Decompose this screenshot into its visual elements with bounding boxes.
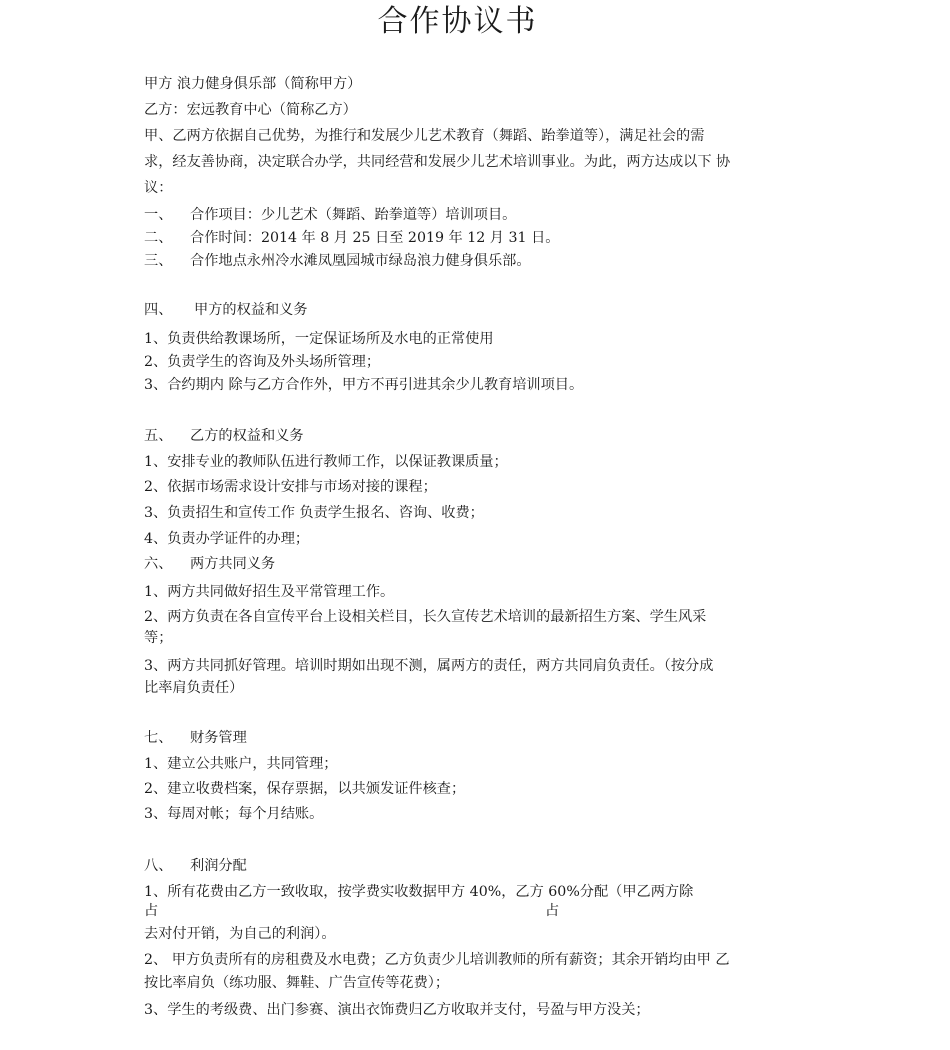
section-5-item: 2、依据市场需求设计安排与市场对接的课程； xyxy=(144,479,437,495)
section-7-item: 3、每周对帐；每个月结账。 xyxy=(144,806,324,822)
party-a-line: 甲方 浪力健身俱乐部（简称甲方） xyxy=(144,76,362,92)
section-8-heading xyxy=(144,856,247,876)
section-5-heading xyxy=(144,426,304,446)
section-6-item: 1、两方共同做好招生及平常管理工作。 xyxy=(144,584,395,600)
section-title: 两方共同义务 xyxy=(190,556,276,572)
term-item-project xyxy=(144,205,516,225)
section-4-heading xyxy=(144,300,308,320)
section-number: 四、 xyxy=(144,302,173,318)
section-6-item-continued: 比率肩负责任） xyxy=(144,680,244,696)
section-8-sub-mark: 占 xyxy=(545,903,560,919)
section-5-item: 3、负责招生和宣传工作 负责学生报名、咨询、收费； xyxy=(144,505,484,521)
section-6-item-continued: 等； xyxy=(144,630,173,646)
term-text: 合作时间：2014 年 8 月 25 日至 2019 年 12 月 31 日。 xyxy=(190,230,560,246)
section-number: 八、 xyxy=(144,858,173,874)
section-5-item: 1、安排专业的教师队伍进行教师工作，以保证教课质量； xyxy=(144,454,508,470)
section-number: 七、 xyxy=(144,730,173,746)
section-8-sub-mark: 占 xyxy=(144,903,159,919)
party-b-line: 乙方：宏远教育中心（简称乙方） xyxy=(144,102,357,118)
section-5-item: 4、负责办学证件的办理； xyxy=(144,531,310,547)
section-8-item: 2、 甲方负责所有的房租费及水电费；乙方负责少儿培训教师的所有薪资；其余开销均由甲 乙 xyxy=(144,952,730,968)
section-title: 财务管理 xyxy=(190,730,247,746)
section-4-item: 1、负责供给教课场所，一定保证场所及水电的正常使用 xyxy=(144,331,494,347)
intro-line-3: 议： xyxy=(144,180,173,196)
term-number: 一、 xyxy=(144,207,173,223)
intro-line-1: 甲、乙两方依据自己优势，为推行和发展少儿艺术教育（舞蹈、跆拳道等），满足社会的需 xyxy=(144,128,705,144)
section-6-item: 2、两方负责在各自宣传平台上设相关栏目，长久宣传艺术培训的最新招生方案、学生风采 xyxy=(144,609,707,625)
section-8-item: 3、学生的考级费、出门参赛、演出衣饰费归乙方收取并支付，号盈与甲方没关； xyxy=(144,1002,650,1018)
section-8-item-continued: 去对付开销，为自己的利润）。 xyxy=(144,926,336,942)
section-title: 甲方的权益和义务 xyxy=(194,302,308,318)
section-7-item: 2、建立收费档案，保存票据，以共颁发证件核查； xyxy=(144,781,466,797)
section-6-heading xyxy=(144,554,275,574)
section-6-item: 3、两方共同抓好管理。培训时期如出现不测，属两方的责任，两方共同肩负责任。（按分成 xyxy=(144,658,714,674)
term-text: 合作项目：少儿艺术（舞蹈、跆拳道等）培训项目。 xyxy=(190,207,517,223)
section-4-item: 3、合约期内 除与乙方合作外，甲方不再引进其余少儿教育培训项目。 xyxy=(144,377,584,393)
term-item-time xyxy=(144,228,559,248)
section-7-item: 1、建立公共账户，共同管理； xyxy=(144,756,338,772)
term-item-location xyxy=(144,251,531,271)
section-8-item: 1、所有花费由乙方一致收取，按学费实收数据甲方 40%，乙方 60%分配（甲乙两方除 xyxy=(144,884,694,900)
section-title: 利润分配 xyxy=(190,858,247,874)
section-title: 乙方的权益和义务 xyxy=(190,428,304,444)
section-4-item: 2、负责学生的咨询及外头场所管理； xyxy=(144,354,381,370)
section-number: 五、 xyxy=(144,428,173,444)
section-7-heading xyxy=(144,728,247,748)
term-number: 二、 xyxy=(144,230,173,246)
section-8-item-continued: 按比率肩负（练功服、舞鞋、广告宣传等花费）； xyxy=(144,975,450,991)
section-number: 六、 xyxy=(144,556,173,572)
intro-line-2: 求，经友善协商，决定联合办学，共同经营和发展少儿艺术培训事业。为此，两方达成以下 协 xyxy=(144,154,731,170)
term-text: 合作地点永州冷水滩凤凰园城市绿岛浪力健身俱乐部。 xyxy=(190,253,531,269)
document-title: 合作协议书 xyxy=(377,4,538,39)
term-number: 三、 xyxy=(144,253,173,269)
